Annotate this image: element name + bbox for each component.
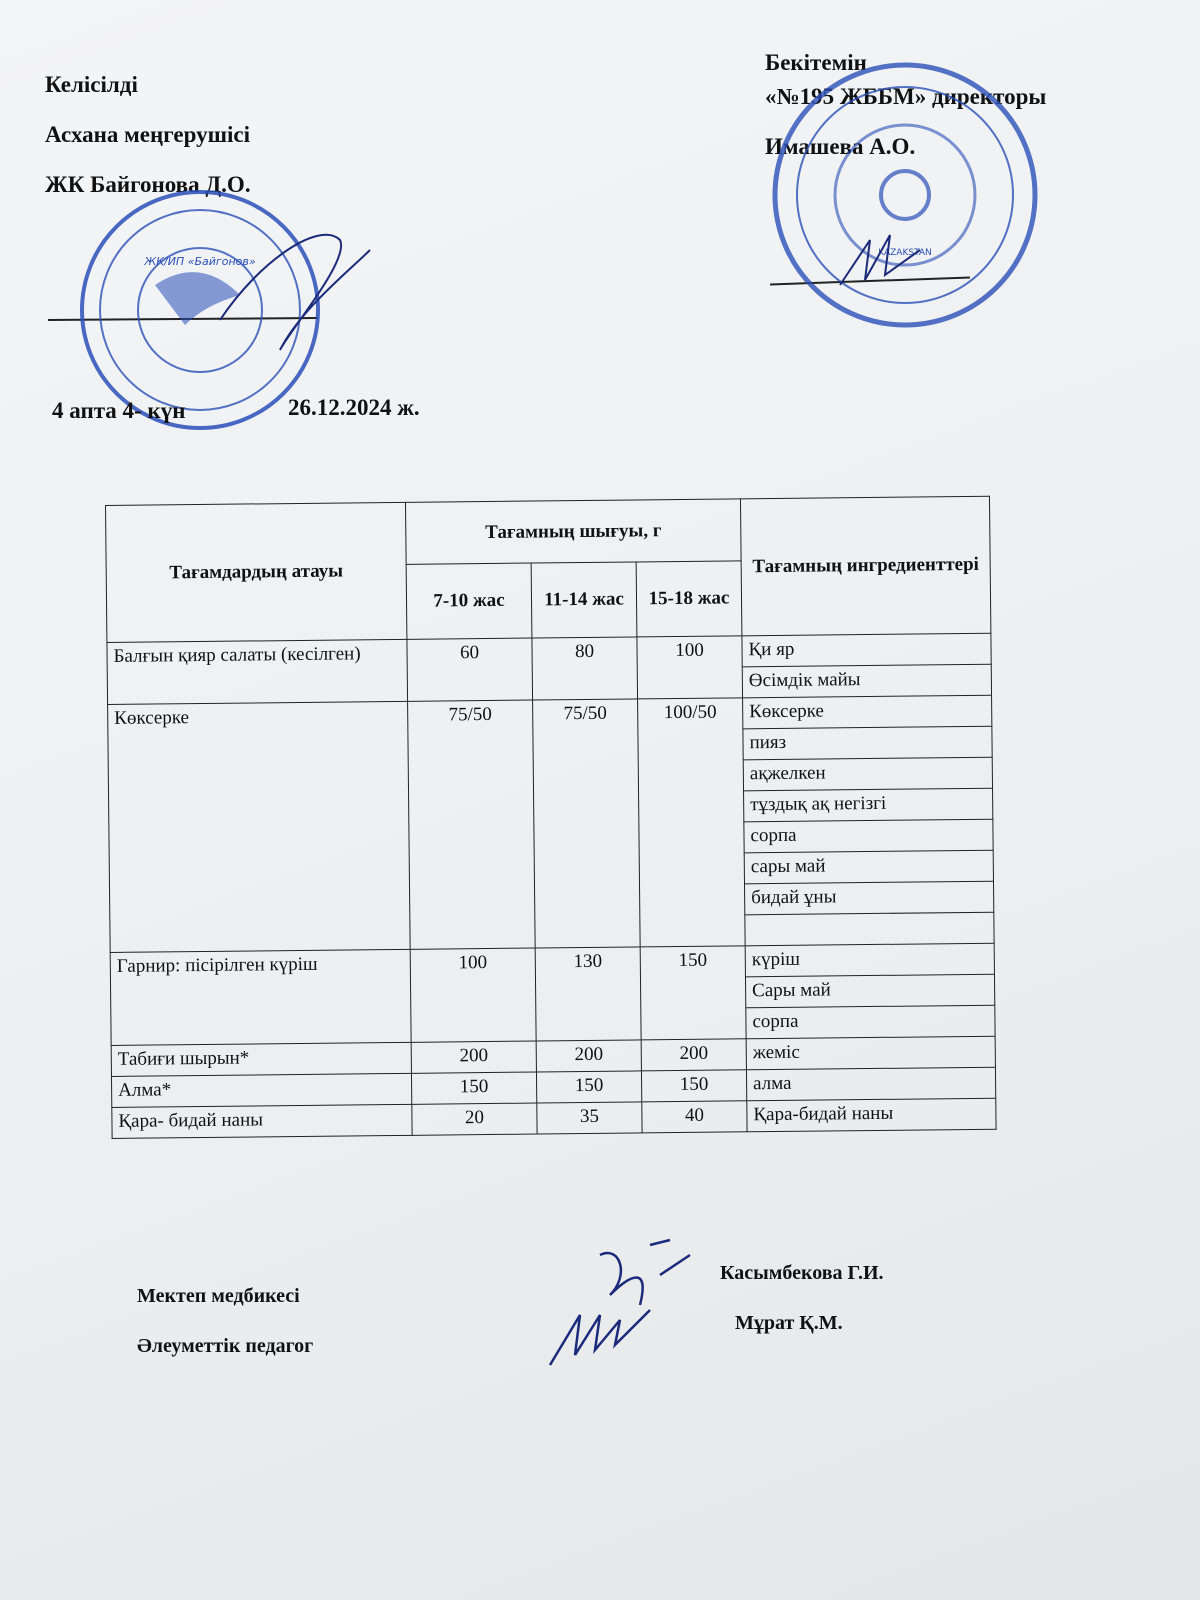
yield-value: 150 (641, 1070, 746, 1102)
ingredient: күріш (745, 943, 994, 977)
yield-value: 200 (411, 1041, 536, 1073)
ingredient: ақжелкен (743, 757, 992, 791)
ingredient: Көксерке (743, 695, 992, 729)
ingredient: Қара-бидай наны (747, 1098, 996, 1132)
ingredient: тұздық ақ негізгі (744, 788, 993, 822)
approved-signature (830, 220, 950, 300)
ingredient: Қи яр (742, 633, 991, 667)
menu-date: 26.12.2024 ж. (288, 395, 420, 420)
pedagog-name: Мұрат Қ.М. (735, 1312, 843, 1334)
approved-title: Бекітемін (765, 50, 867, 75)
menu-day: 4 апта 4- күн (52, 398, 186, 423)
dish-name: Табиғи шырын* (111, 1042, 411, 1076)
menu-table (105, 496, 997, 1139)
agreed-stamp-text: ЖК/ИП «Байгонов» (144, 255, 256, 268)
agreed-role: Асхана меңгерушісі (45, 122, 251, 147)
yield-value: 100/50 (638, 698, 746, 947)
agreed-signature (200, 200, 400, 360)
dish-name: Балғын қияр салаты (кесілген) (107, 639, 408, 704)
dish-name: Алма* (111, 1073, 411, 1107)
ingredient: сорпа (744, 819, 993, 853)
yield-value: 130 (535, 947, 641, 1041)
yield-value: 100 (637, 636, 743, 699)
yield-value: 75/50 (408, 700, 536, 949)
yield-value: 200 (536, 1040, 641, 1072)
yield-value: 150 (411, 1072, 536, 1104)
nurse-role: Мектеп медбикесі (137, 1285, 300, 1307)
approved-role: «№195 ЖББМ» директоры (765, 84, 1047, 109)
pedagog-role: Әлеуметтік педагог (137, 1335, 314, 1357)
dish-name: Қара- бидай наны (112, 1104, 412, 1138)
ingredient: жеміс (746, 1036, 995, 1070)
agreed-title: Келісілді (45, 72, 138, 97)
ingredient: сары май (744, 850, 993, 884)
approved-name: Имашева А.О. (765, 134, 916, 159)
header-age-15-18: 15-18 жас (636, 561, 742, 637)
yield-value: 40 (642, 1101, 747, 1133)
ingredient (745, 912, 994, 946)
yield-value: 200 (641, 1039, 746, 1071)
nurse-name: Касымбекова Г.И. (720, 1262, 884, 1284)
menu-table-body (107, 633, 996, 1138)
agreed-name: ЖК Байгонова Д.О. (45, 172, 251, 197)
header-age-7-10: 7-10 жас (406, 563, 532, 639)
yield-value: 150 (640, 946, 746, 1040)
header-dish-name: Тағамдардың атауы (106, 502, 407, 642)
header-yield: Тағамның шығуы, г (405, 499, 741, 565)
yield-value: 150 (536, 1071, 641, 1103)
ingredient: Өсімдік майы (742, 664, 991, 698)
ingredient: Сары май (745, 974, 994, 1008)
yield-value: 100 (410, 948, 536, 1042)
dish-name: Көксерке (108, 701, 411, 952)
dish-name: Гарнир: пісірілген күріш (110, 949, 411, 1045)
yield-value: 20 (412, 1103, 537, 1135)
yield-value: 75/50 (533, 699, 641, 948)
header-age-11-14: 11-14 жас (531, 562, 637, 638)
yield-value: 80 (532, 637, 638, 700)
ingredient: пияз (743, 726, 992, 760)
ingredient: алма (746, 1067, 995, 1101)
ingredient: бидай ұны (745, 881, 994, 915)
yield-value: 60 (407, 638, 533, 701)
approved-stamp-text: KAZAKSTAN (878, 248, 932, 258)
ingredient: сорпа (746, 1005, 995, 1039)
yield-value: 35 (537, 1102, 642, 1134)
header-ingredients: Тағамның ингредиенттері (740, 496, 990, 636)
pedagog-signature (540, 1295, 660, 1375)
